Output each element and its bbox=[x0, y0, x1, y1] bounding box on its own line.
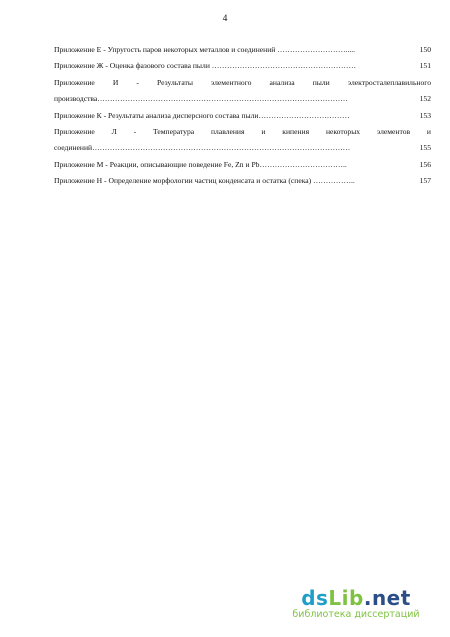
toc-entry-page: 152 bbox=[419, 91, 431, 107]
toc-entry-appendix-m[interactable] bbox=[54, 157, 431, 173]
toc-entry-text: Приложение Ж - Оценка фазового состава пыли ………………………………………………… bbox=[54, 61, 357, 71]
table-of-contents bbox=[54, 42, 431, 190]
toc-entry-text: Приложение К - Результаты анализа дисперсного состава пыли……………………………… bbox=[54, 110, 350, 120]
toc-entry-appendix-l-cont[interactable] bbox=[54, 140, 431, 156]
toc-entry-page: 155 bbox=[419, 140, 431, 156]
toc-entry-text: Приложение Л - Температура плавления и кипения некоторых элементов и bbox=[54, 126, 431, 136]
toc-entry-appendix-l[interactable] bbox=[54, 124, 431, 140]
toc-entry-text: Приложение Н - Определение морфологии частиц конденсата и остатка (спека) …………….. bbox=[54, 176, 355, 186]
toc-entry-page: 157 bbox=[419, 173, 431, 189]
toc-entry-text: производства……………………………………………………………………………………… bbox=[54, 94, 348, 104]
page-number: 4 bbox=[222, 14, 228, 24]
toc-entry-page: 156 bbox=[419, 157, 431, 173]
toc-entry-appendix-k[interactable] bbox=[54, 108, 431, 124]
toc-entry-text: Приложение М - Реакции, описывающие поведение Fe, Zn и Pb…………………………….. bbox=[54, 159, 347, 169]
toc-entry-text: соединений………………………………………………………………………………………… bbox=[54, 143, 351, 153]
toc-entry-page: 153 bbox=[419, 108, 431, 124]
toc-entry-text: Приложение И - Результаты элементного анализа пыли электросталеплавильного bbox=[54, 77, 431, 87]
toc-entry-appendix-e[interactable] bbox=[54, 42, 431, 58]
dslib-logo: dsLib.net bbox=[301, 586, 411, 610]
toc-entry-appendix-n[interactable] bbox=[54, 173, 431, 189]
toc-entry-page: 150 bbox=[419, 42, 431, 58]
toc-entry-page: 151 bbox=[419, 58, 431, 74]
toc-entry-appendix-i-cont[interactable] bbox=[54, 91, 431, 107]
dslib-subtitle: библиотека диссертаций bbox=[292, 609, 420, 620]
toc-entry-appendix-i[interactable] bbox=[54, 75, 431, 91]
toc-entry-text: Приложение Е - Упругость паров некоторых металлов и соединений ………………………..... bbox=[54, 45, 356, 54]
dslib-watermark bbox=[286, 587, 426, 621]
toc-entry-appendix-zh[interactable] bbox=[54, 58, 431, 74]
